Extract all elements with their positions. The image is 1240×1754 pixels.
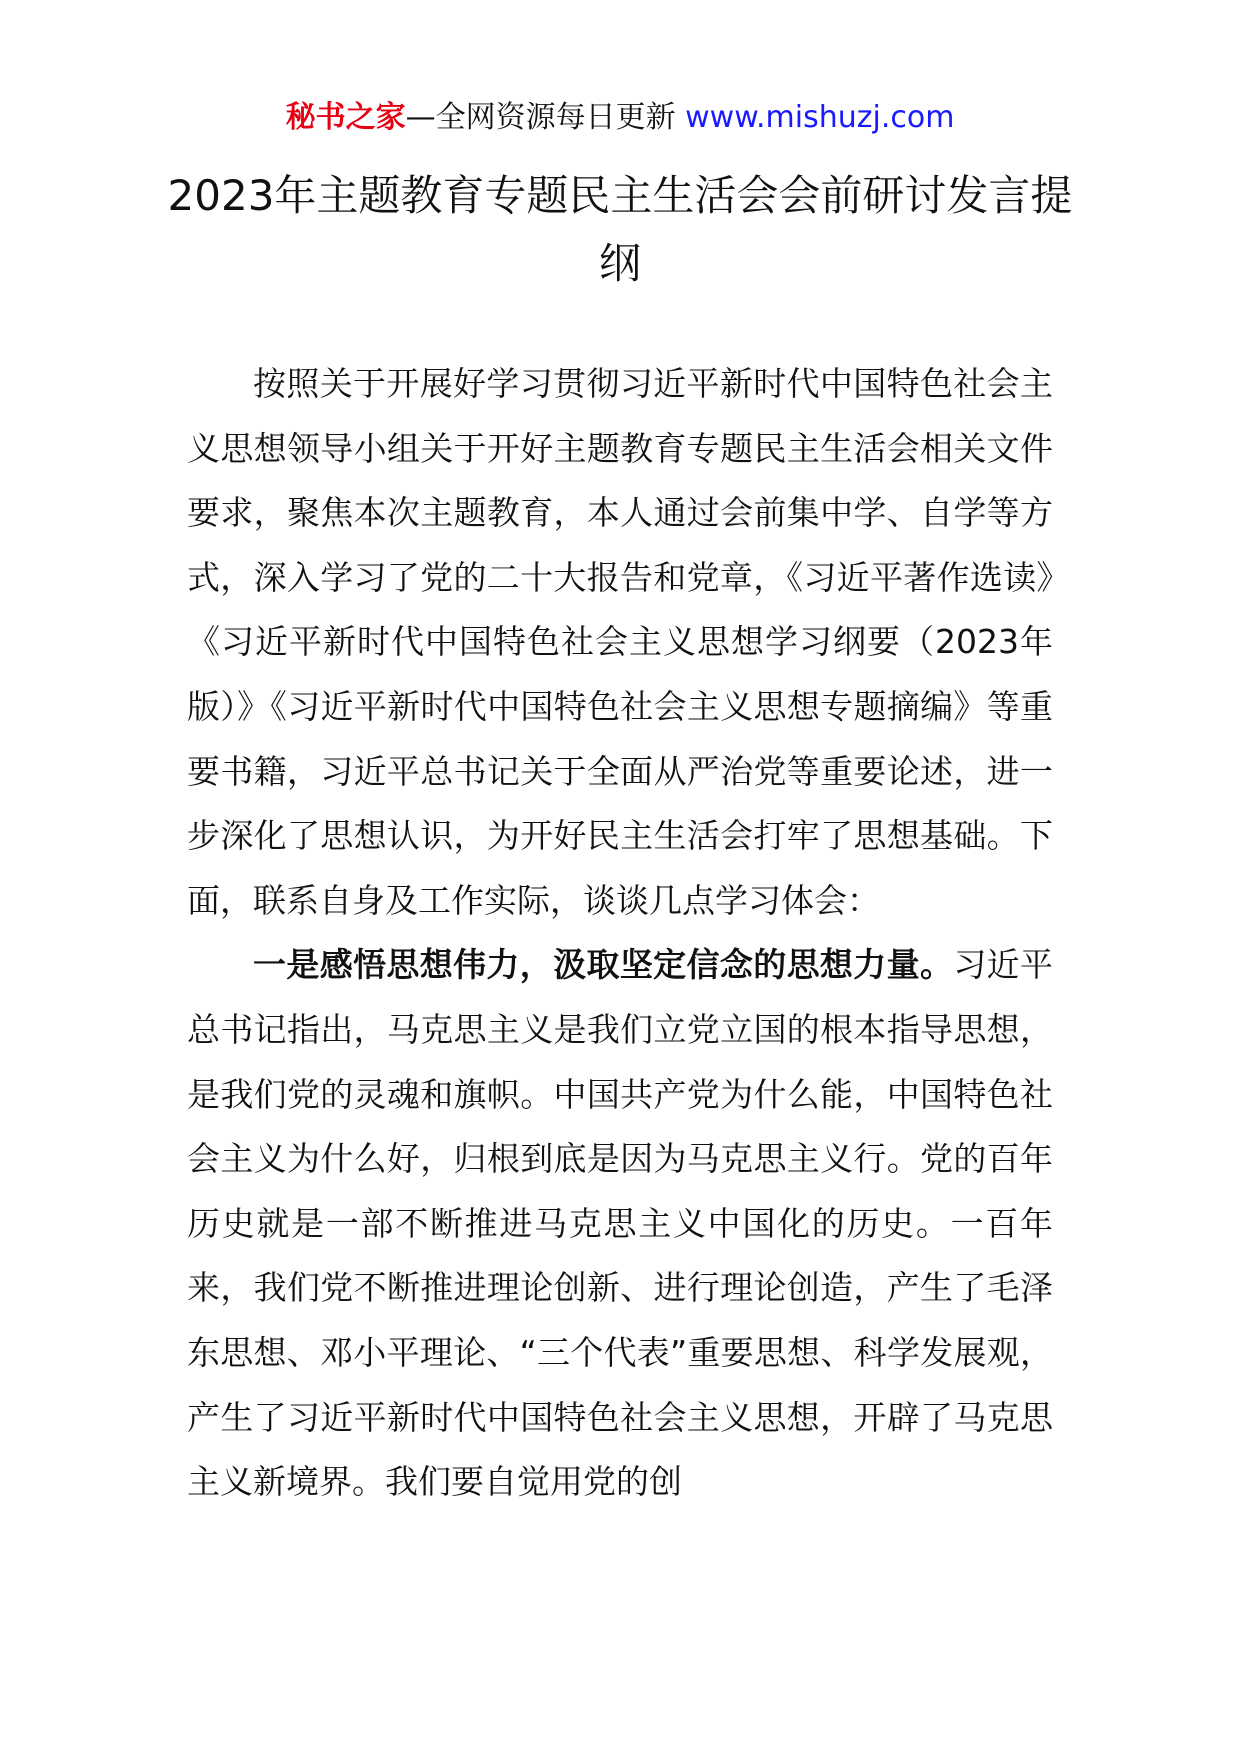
document-title: 2023年主题教育专题民主生活会会前研讨发言提纲 bbox=[167, 171, 1073, 288]
paragraph-point-one-lead: 一是感悟思想伟力，汲取坚定信念的思想力量。 bbox=[253, 945, 954, 985]
site-url-link[interactable]: www.mishuzj.com bbox=[685, 100, 955, 135]
paragraph-point-one-body: 习近平总书记指出，马克思主义是我们立党立国的根本指导思想，是我们党的灵魂和旗帜。中国共产党为什么能，中国特色社会主义为什么好，归根到底是因为马克思主义行。党的百年历史就是一部不断推进马克思主义中国化的历史。一百年来，我们党不断推进理论创新、进行理论创造，产生了毛泽东思想、邓小平理论、“三个代表”重要思想、科学发展观，产生了习近平新时代中国特色社会主义思想，开辟了马克思主义新境界。我们要自觉用党的创 bbox=[187, 945, 1054, 1502]
site-brand: 秘书之家 bbox=[285, 100, 406, 135]
site-banner bbox=[0, 98, 1240, 138]
site-slogan: —全网资源每日更新 bbox=[405, 100, 686, 135]
paragraph-point-one bbox=[187, 933, 1053, 1514]
paragraph-intro: 按照关于开展好学习贯彻习近平新时代中国特色社会主义思想领导小组关于开好主题教育专题民主生活会相关文件要求，聚焦本次主题教育，本人通过会前集中学、自学等方式，深入学习了党的二十大报告和党章，《习近平著作选读》《习近平新时代中国特色社会主义思想学习纲要（2023年版）》《习近平新时代中国特色社会主义思想专题摘编》等重要书籍，习近平总书记关于全面从严治党等重要论述，进一步深化了思想认识，为开好民主生活会打牢了思想基础。下面，联系自身及工作实际，谈谈几点学习体会： bbox=[187, 364, 1053, 920]
document-body bbox=[187, 352, 1053, 1515]
